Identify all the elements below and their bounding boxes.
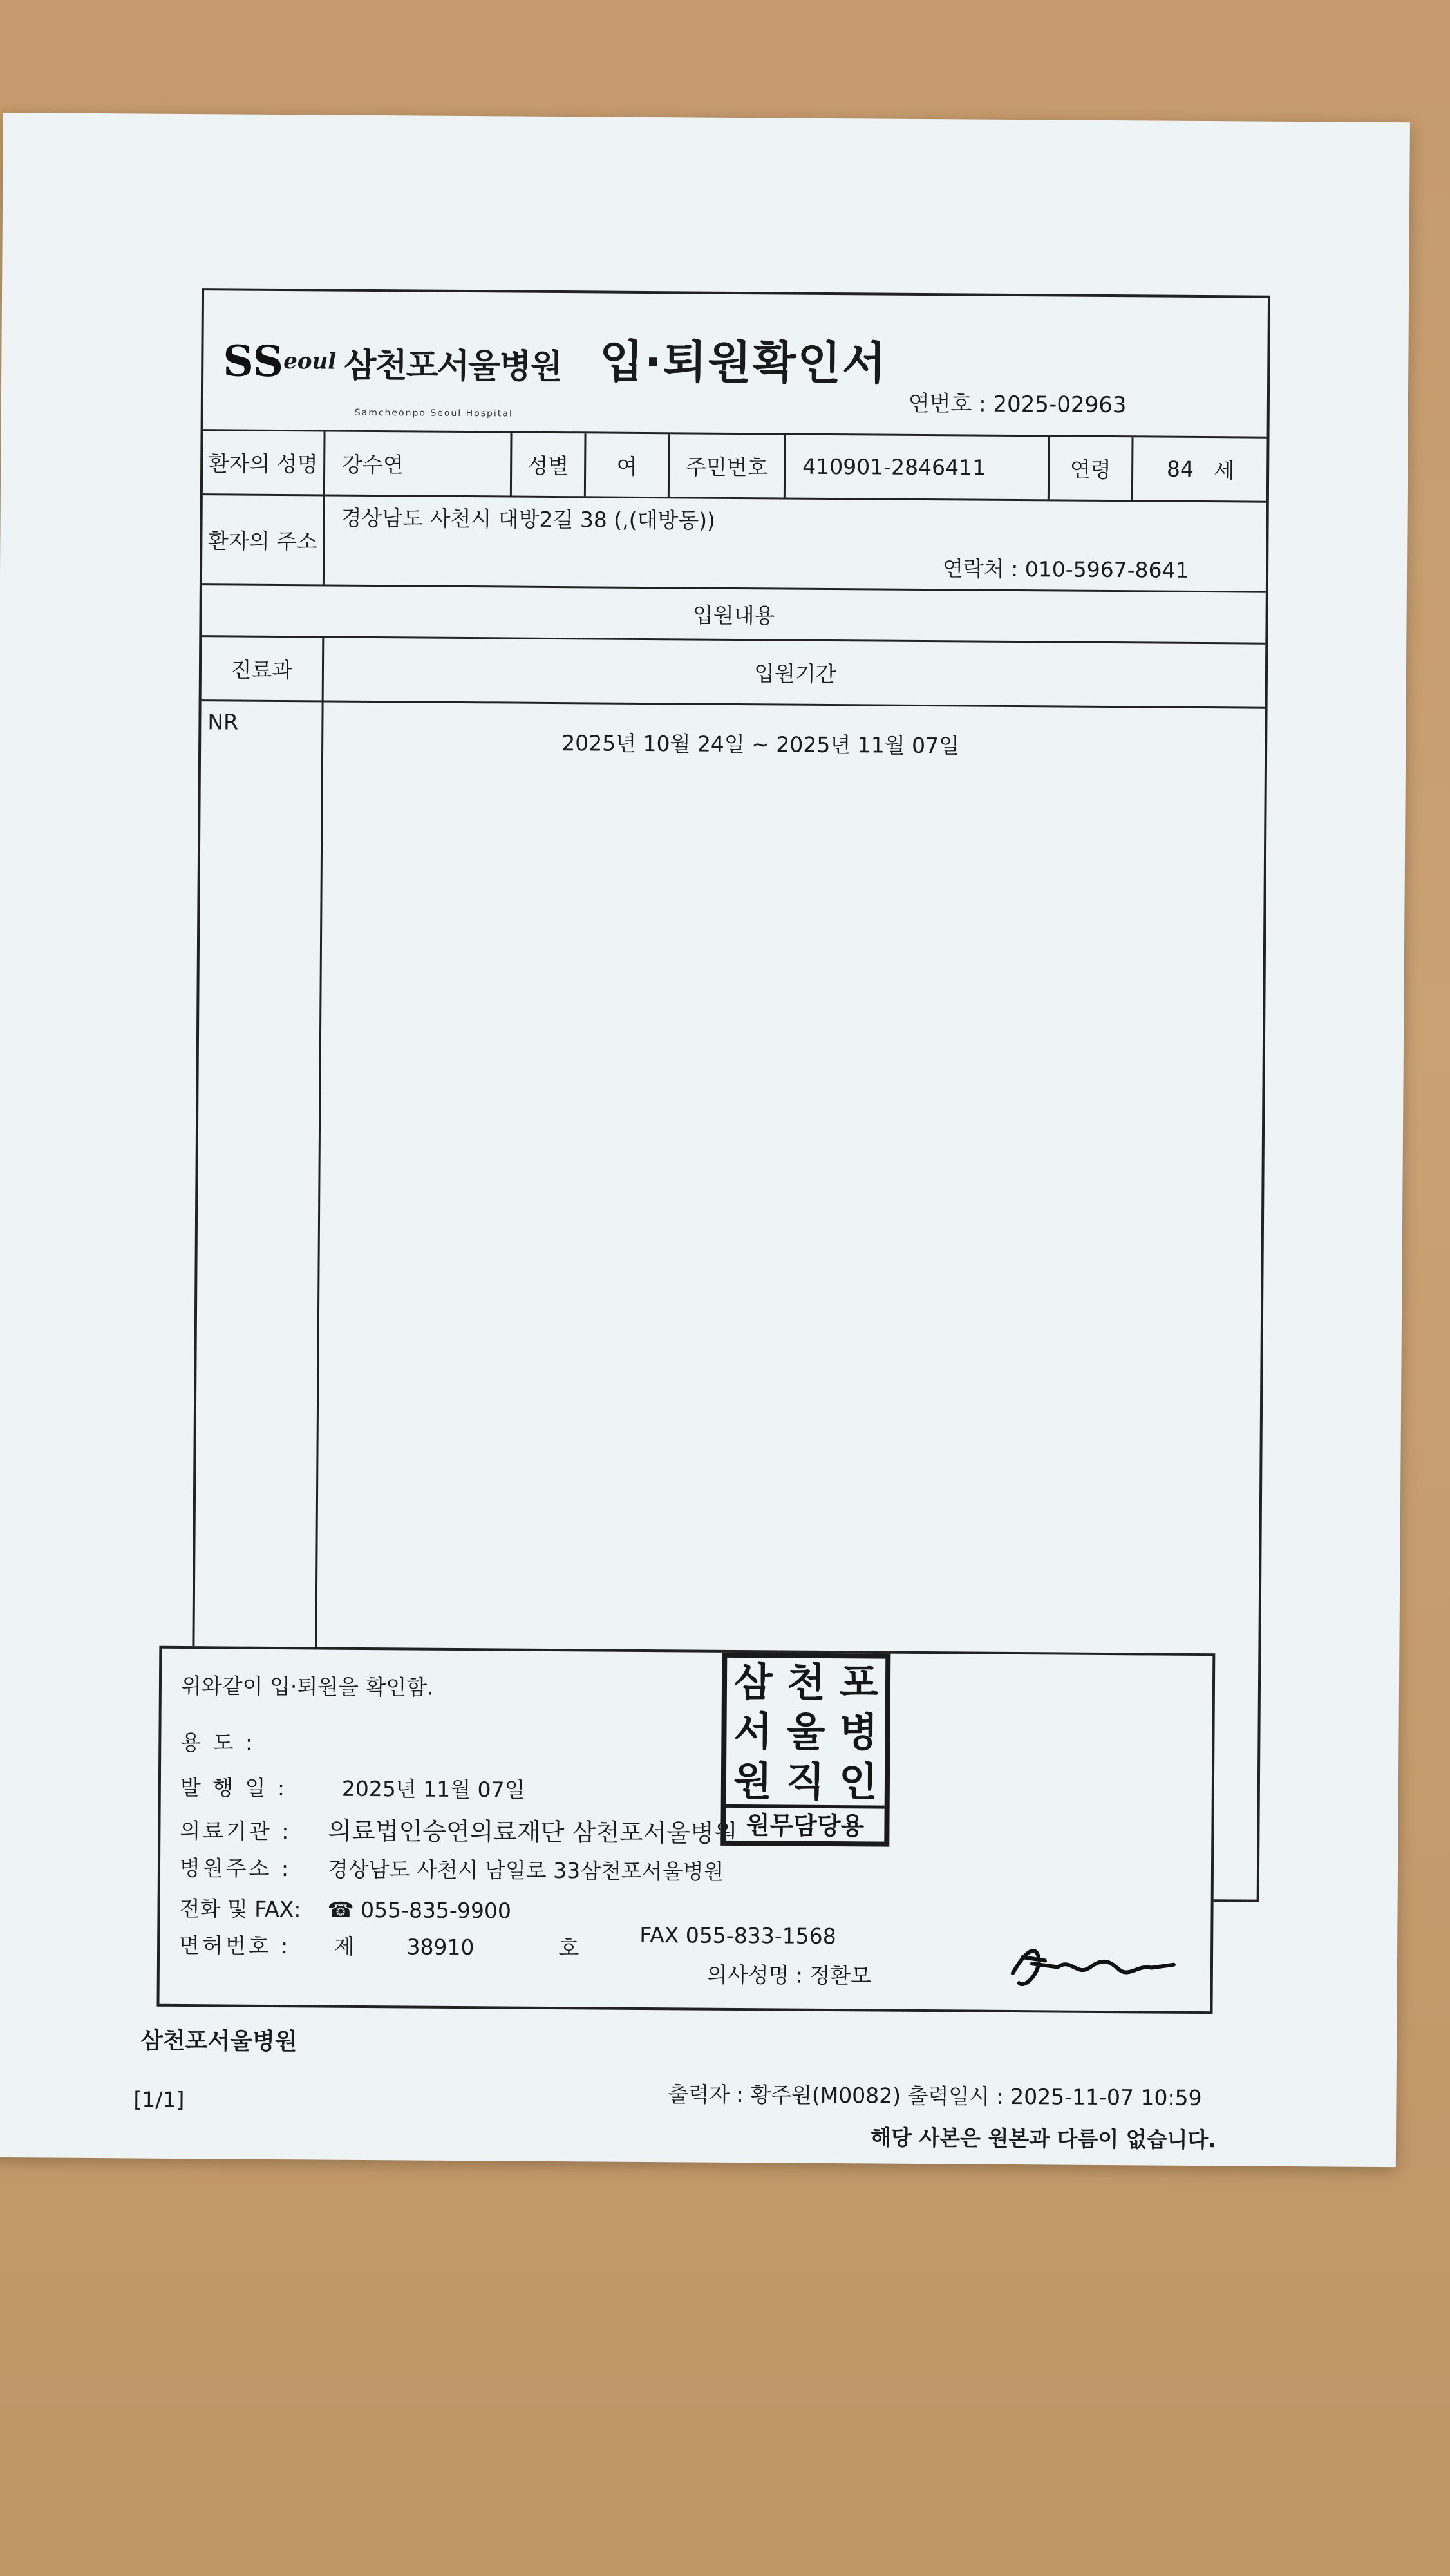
hospital-logo	[223, 336, 561, 419]
document-paper	[0, 113, 1410, 2167]
address-row	[202, 493, 1266, 591]
logo-subtitle: Samcheonpo Seoul Hospital	[354, 407, 513, 419]
institution-label: 의료기관 :	[180, 1817, 292, 1844]
logo-ss: SS	[223, 336, 284, 387]
age-label: 연령	[1069, 457, 1111, 483]
hospital-address: 경상남도 사천시 남일로 33삼천포서울병원	[327, 1856, 724, 1884]
patient-sex: 여	[616, 453, 637, 479]
dept-label: 진료과	[231, 657, 293, 683]
doctor-signature	[1000, 1938, 1181, 1997]
logo-hospital-name: 삼천포서울병원	[343, 346, 561, 386]
license-label: 면허번호 :	[179, 1932, 291, 1959]
document-number: 연번호 : 2025-02963	[908, 390, 1127, 419]
confirmation-statement: 위와같이 입·퇴원을 확인함.	[180, 1672, 434, 1700]
form-header	[203, 290, 1268, 437]
phone-number: ☎ 055-835-9900	[327, 1897, 512, 1924]
issue-date: 2025년 11월 07일	[341, 1776, 525, 1803]
confirmation-box	[156, 1646, 1215, 2014]
footer-hospital-name: 삼천포서울병원	[140, 2027, 297, 2056]
period-label: 입원기간	[754, 661, 836, 687]
patient-age: 84	[1166, 456, 1194, 482]
patient-name: 강수연	[342, 451, 404, 478]
copy-notice: 해당 사본은 원본과 다름이 없습니다.	[870, 2125, 1216, 2153]
admission-content-row	[194, 699, 1265, 1653]
admission-discharge-form	[133, 288, 1270, 2153]
patient-name-label: 환자의 성명	[208, 451, 318, 477]
age-unit: 세	[1214, 458, 1235, 484]
patient-row	[203, 429, 1267, 501]
document-title: 입·퇴원확인서	[599, 335, 887, 390]
sex-label: 성별	[527, 453, 569, 479]
page-indicator: [1/1]	[133, 2087, 185, 2113]
fax-number: FAX 055-833-1568	[639, 1922, 836, 1949]
patient-contact: 연락처 : 010-5967-8641	[942, 556, 1189, 583]
license-suffix: 호	[558, 1935, 579, 1961]
phone-fax-label: 전화 및 FAX:	[179, 1895, 301, 1922]
doctor-name: 의사성명 : 정환모	[706, 1962, 872, 1989]
admission-section-title: 입원내용	[692, 602, 775, 629]
print-info: 출력자 : 황주원(M0082) 출력일시 : 2025-11-07 10:59	[668, 2081, 1202, 2111]
institution-name: 의료법인승연의료재단 삼천포서울병원	[328, 1816, 738, 1848]
hospital-address-label: 병원주소 :	[179, 1855, 292, 1882]
column-header-row	[202, 635, 1266, 707]
admission-period: 2025년 10월 24일 ~ 2025년 11월 07일	[561, 730, 960, 759]
patient-address: 경상남도 사천시 대방2길 38 (,(대방동))	[341, 505, 716, 533]
section-title-row	[202, 583, 1266, 643]
patient-id-number: 410901-2846411	[802, 453, 986, 480]
hospital-seal-stamp: 삼 천 포 서 울 병 원 직 인 원무담당용	[720, 1653, 890, 1847]
department: NR	[207, 709, 239, 735]
id-label: 주민번호	[685, 454, 768, 480]
purpose-label: 용 도 :	[180, 1729, 256, 1756]
issue-date-label: 발 행 일 :	[180, 1774, 288, 1801]
license-prefix: 제	[334, 1933, 355, 1959]
license-number: 38910	[406, 1934, 475, 1960]
logo-seoul: eoul	[283, 348, 337, 375]
address-label: 환자의 주소	[207, 528, 317, 554]
